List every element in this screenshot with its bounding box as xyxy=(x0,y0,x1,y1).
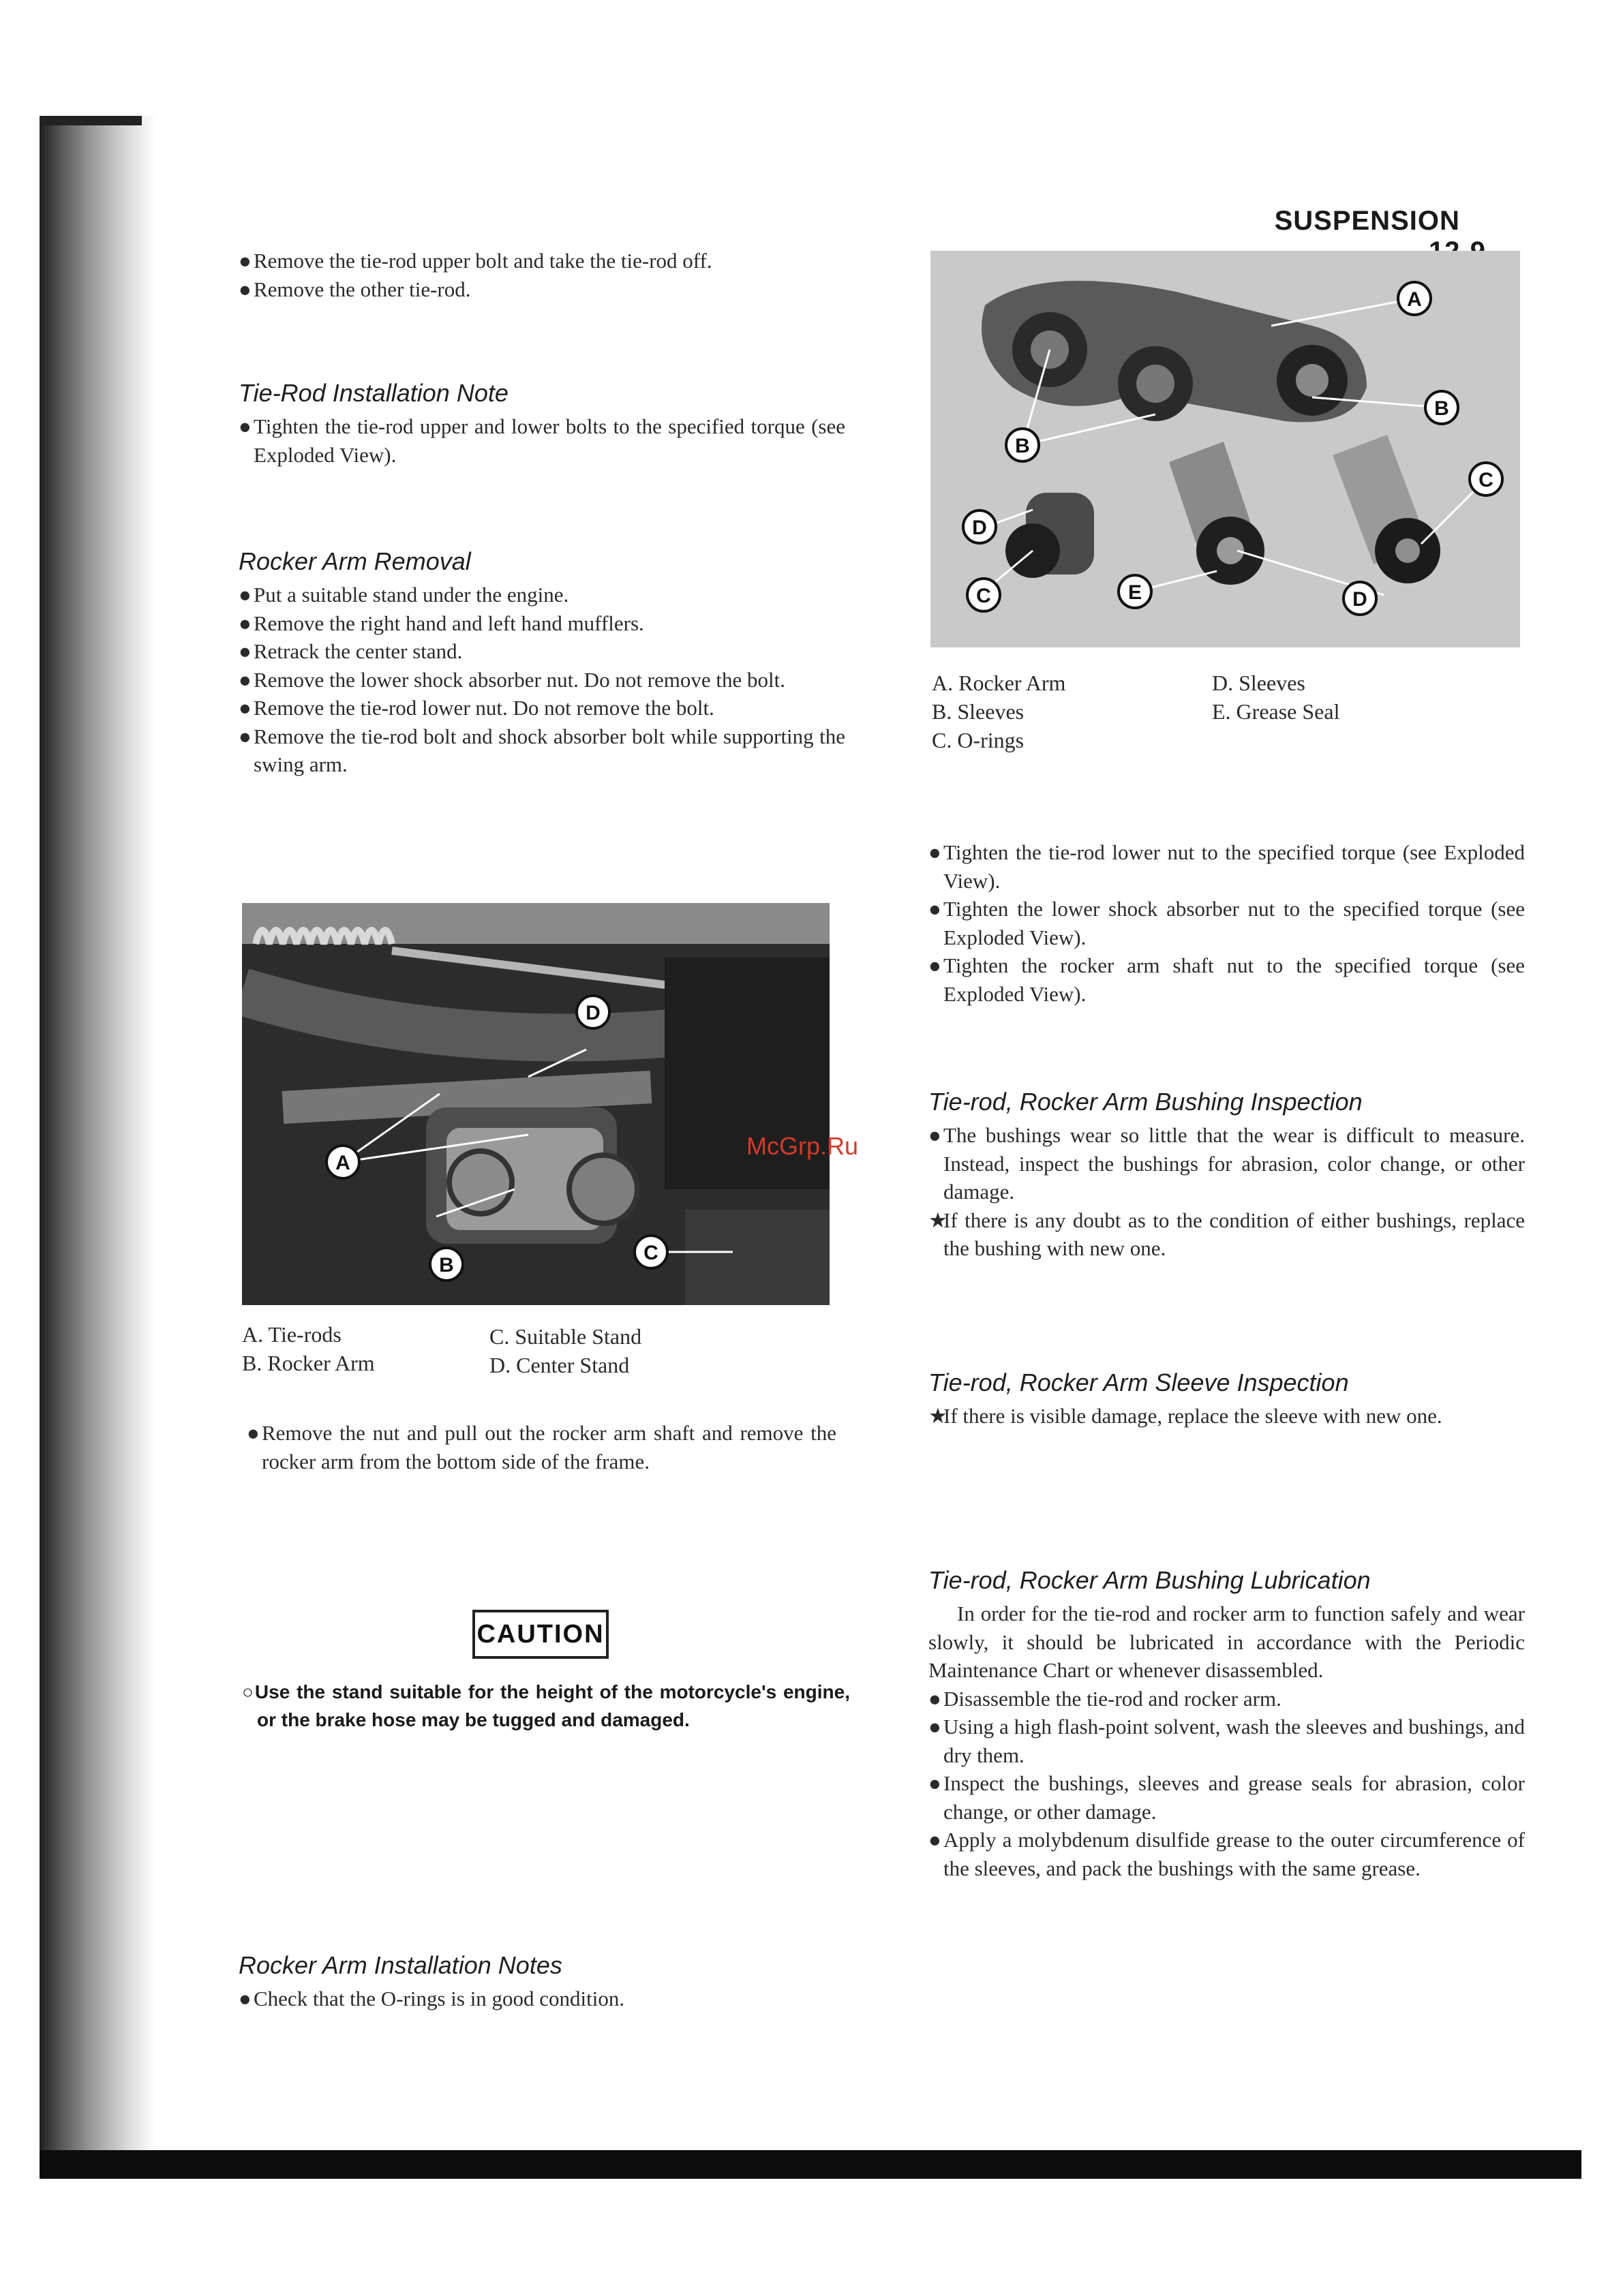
section-heading: Tie-rod, Rocker Arm Sleeve Inspection xyxy=(928,1368,1349,1396)
caution-label: CAUTION xyxy=(472,1610,609,1659)
list-item: ● Remove the tie-rod lower nut. Do not remove the bolt. xyxy=(239,696,714,720)
callout-label: D xyxy=(586,1002,601,1024)
right-figure-legend-col2 xyxy=(1212,669,1339,726)
list-item: ● Check that the O-rings is in good condition. xyxy=(239,1987,625,2010)
list-item: ● Put a suitable stand under the engine. xyxy=(239,583,569,607)
section-heading: Tie-Rod Installation Note xyxy=(239,379,509,407)
after-figure-bullets xyxy=(247,1419,836,1475)
rocker-arm-photo xyxy=(242,903,830,1305)
list-item: ● Remove the right hand and left hand mufflers. xyxy=(239,611,644,635)
legend-item: A. Rocker Arm xyxy=(932,671,1066,695)
legend-item: C. Suitable Stand xyxy=(489,1324,642,1349)
legend-item: C. O-rings xyxy=(932,728,1025,752)
list-item: ● Tighten the lower shock absorber nut to the specified torque (see Exploded View). xyxy=(928,897,1525,949)
page-binding-shadow xyxy=(40,116,155,2167)
legend-item: A. Tie-rods xyxy=(242,1322,342,1347)
section-heading: Tie-rod, Rocker Arm Bushing Lubrication xyxy=(928,1566,1371,1594)
list-item: ● The bushings wear so little that the wear is difficult to measure. Instead, inspect the bushings for abrasion, color change, or other damage. xyxy=(928,1123,1525,1204)
right-figure-legend-col1 xyxy=(932,669,1065,754)
list-item: ● Remove the other tie-rod. xyxy=(239,277,471,301)
rocker-removal-section xyxy=(239,547,845,779)
list-item: ● Remove the tie-rod upper bolt and take the tie-rod off. xyxy=(239,249,712,273)
left-figure-legend-col1 xyxy=(242,1320,375,1377)
caution-marker: ○ xyxy=(242,1681,255,1702)
list-item: ● Apply a molybdenum disulfide grease to the outer circumference of the sleeves, and pack the bushings with the same grease. xyxy=(928,1828,1525,1880)
list-item: ● Disassemble the tie-rod and rocker arm. xyxy=(928,1686,1281,1711)
callout-label: D xyxy=(1352,588,1367,611)
list-item: ● Remove the nut and pull out the rocker arm shaft and remove the rocker arm from the bottom side of the frame. xyxy=(247,1421,836,1473)
list-item: ★If there is any doubt as to the condition of either bushings, replace the bushing with new one. xyxy=(928,1208,1525,1260)
callout-label: E xyxy=(1127,581,1142,604)
list-item: ● Tighten the tie-rod upper and lower bolts to the specified torque (see Exploded View). xyxy=(239,414,845,467)
callout-label: A xyxy=(335,1152,350,1174)
callout-label: C xyxy=(643,1242,658,1264)
section-heading: Rocker Arm Removal xyxy=(239,547,471,575)
list-item: ● Remove the lower shock absorber nut. Do not remove the bolt. xyxy=(239,667,785,692)
callout-label: C xyxy=(976,585,991,607)
callout-label: B xyxy=(1434,397,1449,420)
watermark: McGrp.Ru xyxy=(746,1132,859,1160)
list-item: ● Tighten the tie-rod lower nut to the specified torque (see Exploded View). xyxy=(928,840,1525,893)
callout-label: A xyxy=(1407,288,1422,311)
bushing-inspection-section xyxy=(928,1087,1525,1263)
tierod-install-section xyxy=(239,378,845,469)
list-item: ● Retrack the center stand. xyxy=(239,639,463,663)
sleeve-inspection-section xyxy=(928,1368,1525,1430)
legend-item: B. Sleeves xyxy=(932,699,1025,724)
legend-item: E. Grease Seal xyxy=(1212,699,1340,724)
section-heading: Rocker Arm Installation Notes xyxy=(239,1951,562,1979)
page-bottom-bar xyxy=(40,2150,1581,2179)
lubrication-paragraph: In order for the tie-rod and rocker arm to function safely and wear slowly, it should be lubricated in accordance with the Periodic Maintenance Chart or whenever disassembled. xyxy=(928,1602,1525,1682)
left-figure-legend-col2 xyxy=(489,1322,641,1379)
rocker-arm-parts-photo xyxy=(930,251,1520,647)
page-binding-edge xyxy=(40,116,142,125)
callout-label: C xyxy=(1478,469,1493,491)
list-item: ● Remove the tie-rod bolt and shock absorber bolt while supporting the swing arm. xyxy=(239,724,845,776)
section-heading: Tie-rod, Rocker Arm Bushing Inspection xyxy=(928,1088,1363,1116)
list-item: ★If there is visible damage, replace the sleeve with new one. xyxy=(928,1404,1442,1428)
list-item: ● Tighten the rocker arm shaft nut to the specified torque (see Exploded View). xyxy=(928,953,1525,1006)
caution-text: ○Use the stand suitable for the height of the motorcycle's engine, or the brake hose may be tugged and damaged. xyxy=(242,1681,850,1730)
list-item: ● Using a high flash-point solvent, wash the sleeves and bushings, and dry them. xyxy=(928,1715,1525,1767)
callout-label: D xyxy=(972,517,987,539)
legend-item: D. Center Stand xyxy=(489,1353,630,1377)
list-item: ● Inspect the bushings, sleeves and grease seals for abrasion, color change, or other damage. xyxy=(928,1771,1525,1824)
bushing-lubrication-section xyxy=(928,1565,1525,1882)
section-title: SUSPENSION xyxy=(1274,206,1460,236)
legend-item: B. Rocker Arm xyxy=(242,1351,375,1375)
rocker-install-section xyxy=(239,1950,845,2013)
intro-bullets xyxy=(239,247,845,303)
tighten-bullets xyxy=(928,838,1525,1008)
callout-label: B xyxy=(1015,435,1030,457)
callout-label: B xyxy=(439,1254,454,1276)
legend-item: D. Sleeves xyxy=(1212,671,1305,695)
